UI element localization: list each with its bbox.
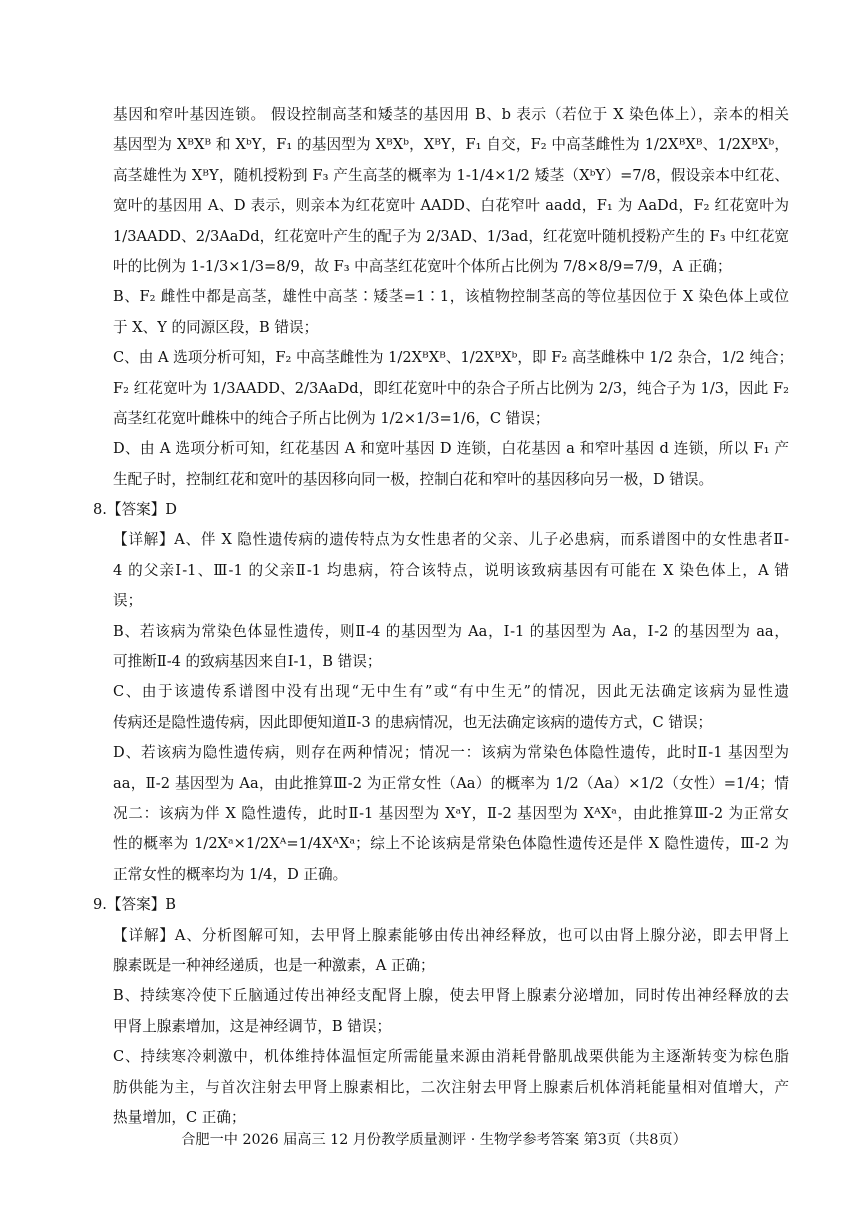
text-line: F₂ 红花宽叶为 1/3AADD、2/3AaDd，即红花宽叶中的杂合子所占比例为 2/3，纯合子为 1/3，因此 F₂ [113,379,789,397]
text-line: 生配子时，控制红花和宽叶的基因移向同一极，控制白花和窄叶的基因移向另一极，D 错误。 [113,470,714,488]
question-answer-heading: 8.【答案】D [93,501,177,519]
text-line: B、持续寒冷使下丘脑通过传出神经支配肾上腺，使去甲肾上腺素分泌增加，同时传出神经释放的去 [113,987,789,1005]
text-line: 基因型为 XᴮXᴮ 和 XᵇY，F₁ 的基因型为 XᴮXᵇ，XᴮY，F₁ 自交，F₂ 中高茎雌性为 1/2XᴮXᴮ、1/2XᴮXᵇ， [113,136,789,154]
text-line: 性的概率为 1/2Xᵃ×1/2Xᴬ=1/4XᴬXᵃ；综上不论该病是常染色体隐性遗传还是伴 X 隐性遗传，Ⅲ-2 为 [113,835,789,853]
text-line: 高茎红花宽叶雌株中的纯合子所占比例为 1/2×1/3=1/6，C 错误； [113,409,550,427]
text-line: B、若该病为常染色体显性遗传，则Ⅱ-4 的基因型为 Aa，Ⅰ-1 的基因型为 Aa，Ⅰ-2 的基因型为 aa， [113,622,789,640]
text-line: 甲肾上腺素增加，这是神经调节，B 错误； [113,1017,392,1035]
text-line: 误； [113,592,143,610]
page-footer: 合肥一中 2026 届高三 12 月份教学质量测评 · 生物学参考答案 第3页（共8页） [181,1132,687,1148]
text-line: 宽叶的基因用 A、D 表示，则亲本为红花宽叶 AADD、白花窄叶 aadd，F₁ 为 AaDd，F₂ 红花宽叶为 [113,197,789,215]
text-line: 4 的父亲Ⅰ-1、Ⅲ-1 的父亲Ⅱ-1 均患病，符合该特点，说明该致病基因有可能在 X 染色体上，A 错 [113,561,789,579]
text-line: 1/3AADD、2/3AaDd，红花宽叶产生的配子为 2/3AD、1/3ad，红花宽叶随机授粉产生的 F₃ 中红花宽 [113,227,789,245]
text-line: 腺素既是一种神经递质，也是一种激素，A 正确； [113,956,435,974]
question-answer-heading: 9.【答案】B [93,896,177,914]
text-line: 【详解】A、伴 X 隐性遗传病的遗传特点为女性患者的父亲、儿子必患病，而系谱图中的女性患者Ⅱ- [113,531,789,549]
text-line: aa，Ⅱ-2 基因型为 Aa，由此推算Ⅲ-2 为正常女性（Aa）的概率为 1/2（Aa）×1/2（女性）=1/4；情 [113,774,789,792]
text-line: B、F₂ 雌性中都是高茎，雄性中高茎∶矮茎=1∶1，该植物控制茎高的等位基因位于 X 染色体上或位 [113,288,789,306]
text-line: 【详解】A、分析图解可知，去甲肾上腺素能够由传出神经释放，也可以由肾上腺分泌，即去甲肾上 [113,926,789,944]
text-line: D、若该病为隐性遗传病，则存在两种情况；情况一：该病为常染色体隐性遗传，此时Ⅱ-1 基因型为 [113,744,789,762]
text-line: 肪供能为主，与首次注射去甲肾上腺素相比，二次注射去甲肾上腺素后机体消耗能量相对值增大，产 [113,1078,789,1096]
text-line: 于 X、Y 的同源区段，B 错误； [113,318,319,336]
text-line: 叶的比例为 1-1/3×1/3=8/9，故 F₃ 中高茎红花宽叶个体所占比例为 7/8×8/9=7/9，A 正确； [113,257,732,275]
text-line: 高茎雄性为 XᴮY，随机授粉到 F₃ 产生高茎的概率为 1-1/4×1/2 矮茎（XᵇY）=7/8，假设亲本中红花、 [113,166,789,184]
text-line: D、由 A 选项分析可知，红花基因 A 和宽叶基因 D 连锁，白花基因 a 和窄叶基因 d 连锁，所以 F₁ 产 [113,440,789,458]
text-line: 正常女性的概率均为 1/4，D 正确。 [113,865,348,883]
text-line: 热量增加，C 正确； [113,1108,246,1126]
text-line: 况二：该病为伴 X 隐性遗传，此时Ⅱ-1 基因型为 XᵃY，Ⅱ-2 基因型为 XᴬXᵃ，由此推算Ⅲ-2 为正常女 [113,804,789,822]
text-line: 基因和窄叶基因连锁。 假设控制高茎和矮茎的基因用 B、b 表示（若位于 X 染色体上），亲本的相关 [113,106,789,123]
text-line: 可推断Ⅱ-4 的致病基因来自Ⅰ-1，B 错误； [113,653,382,671]
answer-text-body [93,100,794,1133]
text-line: C、由 A 选项分析可知，F₂ 中高茎雌性为 1/2XᴮXᴮ、1/2XᴮXᵇ，即 F₂ 高茎雌株中 1/2 杂合，1/2 纯合； [113,349,794,367]
text-line: 传病还是隐性遗传病，因此即便知道Ⅱ-3 的患病情况，也无法确定该病的遗传方式，C 错误； [113,713,713,731]
text-line: C、由于该遗传系谱图中没有出现“无中生有”或“有中生无”的情况，因此无法确定该病为显性遗 [113,683,789,701]
text-line: C、持续寒冷刺激中，机体维持体温恒定所需能量来源由消耗骨骼肌战栗供能为主逐渐转变为棕色脂 [113,1048,789,1066]
